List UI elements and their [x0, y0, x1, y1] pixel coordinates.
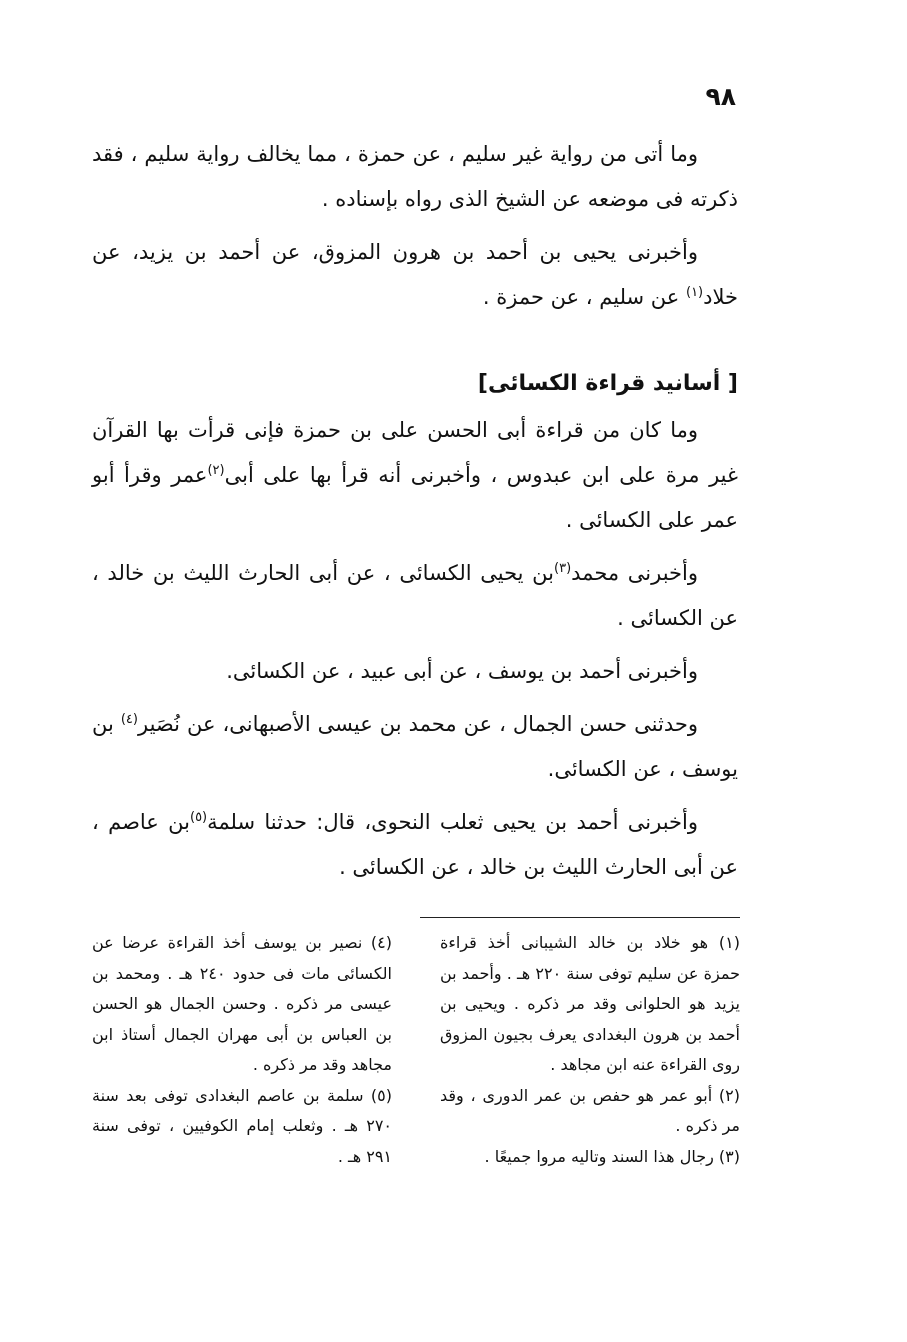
footnotes-column-left	[92, 928, 392, 1172]
page-number: ٩٨	[705, 82, 736, 111]
paragraph-text: بن يوسف ، عن الكسائى.	[92, 712, 738, 781]
paragraph-text: وأخبرنى أحمد بن يوسف ، عن أبى عبيد ، عن الكسائى.	[226, 659, 698, 683]
paragraph	[92, 230, 738, 320]
footnote-ref: (٢)	[207, 463, 225, 478]
footnote: (٢) أبو عمر هو حفص بن عمر الدورى ، وقد مر ذكره .	[440, 1085, 740, 1135]
footnote-ref: (٤)	[120, 712, 138, 727]
footnote-ref: (١)	[685, 285, 704, 300]
footnotes-column-right	[440, 928, 740, 1172]
footnote: (٥) سلمة بن عاصم البغدادى توفى بعد سنة ٢٧٠ هـ . وثعلب إمام الكوفيين ، توفى سنة ٢٩١ هـ .	[92, 1085, 392, 1166]
footnote-divider	[420, 917, 740, 918]
paragraph-text: بن عاصم ، عن أبى الحارث الليث بن خالد ، عن الكسائى .	[92, 810, 738, 879]
paragraph-text: وأخبرنى محمد	[571, 561, 699, 585]
paragraph-text: عمر وقرأ أبو عمر على الكسائى .	[92, 463, 738, 532]
main-text	[92, 132, 738, 898]
footnote: (٤) نصير بن يوسف أخذ القراءة عرضا عن الكسائى مات فى حدود ٢٤٠ هـ . ومحمد بن عيسى مر ذكره . وحسن الجمال هو الحسن بن العباس بن أبى مهران الجمال أستاذ ابن مجاهد وقد مر ذكره .	[92, 933, 392, 1074]
footnote: (٣) رجال هذا السند وتاليه مروا جميعًا .	[484, 1146, 740, 1166]
footnote-ref: (٣)	[554, 561, 572, 576]
paragraph	[92, 800, 738, 890]
paragraph: وما أتى من رواية غير سليم ، عن حمزة ، مما يخالف رواية سليم ، فقد ذكرته فى موضعه عن الشيخ الذى رواه بإسناده .	[92, 142, 738, 211]
paragraph-text: وأخبرنى أحمد بن يحيى ثعلب النحوى، قال: حدثنا سلمة	[207, 810, 698, 834]
footnote-ref: (٥)	[189, 810, 208, 825]
paragraph-text: وما كان من قراءة أبى الحسن على بن حمزة فإنى قرأت بها القرآن غير مرة على ابن عبدوس ، وأخبرنى أنه قرأ بها على أبى	[92, 418, 738, 487]
paragraph	[92, 702, 738, 792]
paragraph	[92, 408, 738, 543]
paragraph-text: وحدثنى حسن الجمال ، عن محمد بن عيسى الأصبهانى، عن نُصَير	[137, 712, 698, 736]
section-heading: [ أسانيد قراءة الكسائى]	[477, 371, 738, 396]
paragraph-text: عن سليم ، عن حمزة .	[482, 285, 686, 309]
paragraph-text: وأخبرنى يحيى بن أحمد بن هرون المزوق، عن أحمد بن يزيد، عن خلاد	[92, 240, 738, 309]
paragraph-text: بن يحيى الكسائى ، عن أبى الحارث الليث بن خالد ، عن الكسائى .	[92, 561, 738, 630]
paragraph	[92, 649, 738, 694]
footnote: (١) هو خلاد بن خالد الشيبانى أخذ قراءة حمزة عن سليم توفى سنة ٢٢٠ هـ . وأحمد بن يزيد هو الحلوانى وقد مر ذكره . ويحيى بن أحمد بن هرون البغدادى يعرف بجيون المزوق روى القراءة عنه ابن مجاهد .	[440, 933, 741, 1074]
paragraph	[92, 551, 738, 641]
